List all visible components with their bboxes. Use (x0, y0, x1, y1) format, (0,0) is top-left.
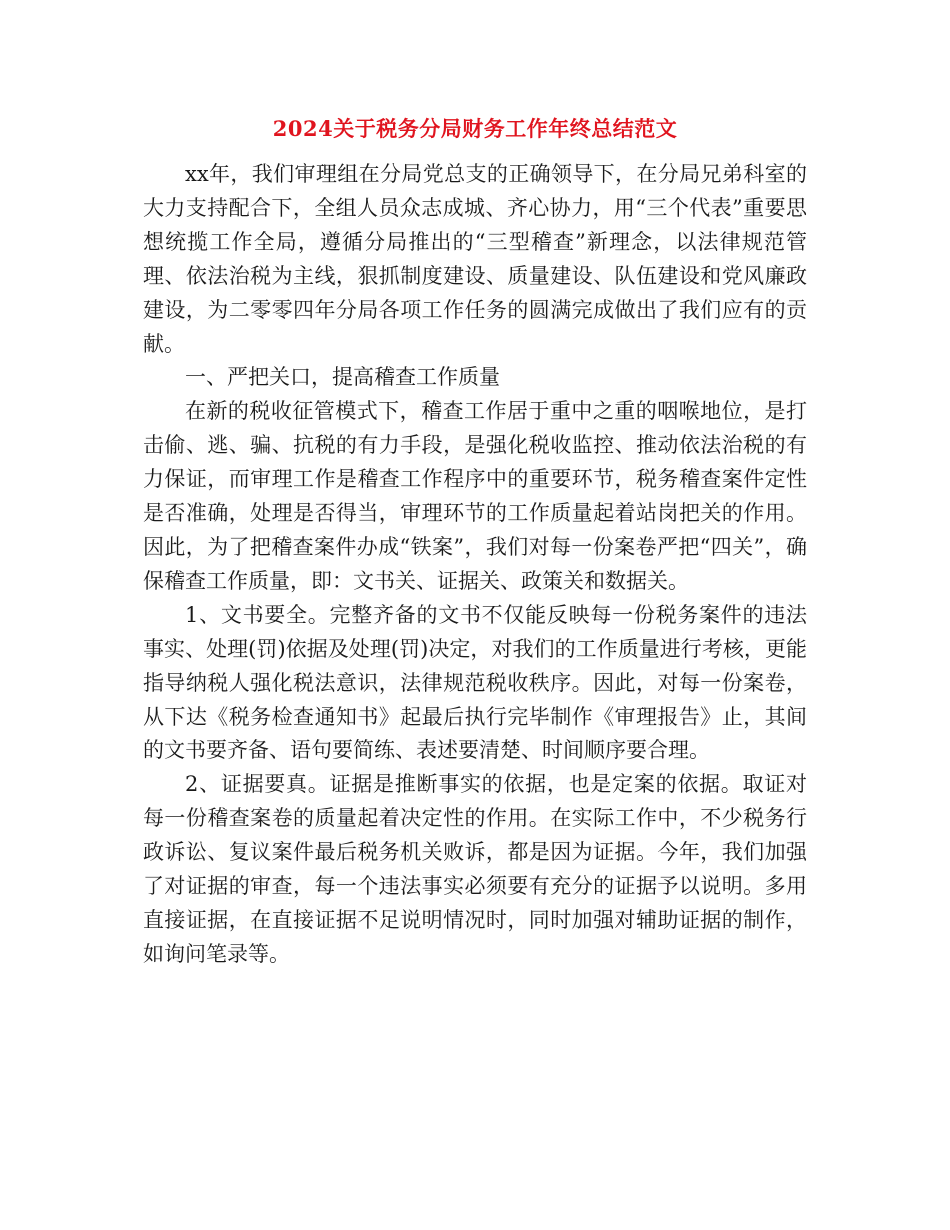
section-1-paragraph: 在新的税收征管模式下，稽查工作居于重中之重的咽喉地位，是打击偷、逃、骗、抗税的有力手段，是强化税收监控、推动依法治税的有力保证，而审理工作是稽查工作程序中的重要环节，税务稽查案件定性是否准确，处理是否得当，审理环节的工作质量起着站岗把关的作用。因此，为了把稽查案件办成“铁案”，我们对每一份案卷严把“四关”，确保稽查工作质量，即：文书关、证据关、政策关和数据关。 (143, 399, 807, 593)
item-1-paragraph: 1、文书要全。完整齐备的文书不仅能反映每一份税务案件的违法事实、处理(罚)依据及处理(罚)决定，对我们的工作质量进行考核，更能指导纳税人强化税法意识，法律规范税收秩序。因此，对每一份案卷，从下达《税务检查通知书》起最后执行完毕制作《审理报告》止，其间的文书要齐备、语句要简练、表述要清楚、时间顺序要合理。 (143, 602, 807, 763)
section-heading-1: 一、严把关口，提高稽查工作质量 (185, 365, 500, 390)
document-body (143, 158, 807, 972)
document-title: 2024关于税务分局财务工作年终总结范文 (272, 116, 678, 141)
intro-paragraph: xx年，我们审理组在分局党总支的正确领导下，在分局兄弟科室的大力支持配合下，全组人员众志成城、齐心协力，用“三个代表”重要思想统揽工作全局，遵循分局推出的“三型稽查”新理念，以法律规范管理、依法治税为主线，狠抓制度建设、质量建设、队伍建设和党风廉政建设，为二零零四年分局各项工作任务的圆满完成做出了我们应有的贡献。 (143, 162, 807, 356)
item-2-paragraph: 2、证据要真。证据是推断事实的依据，也是定案的依据。取证对每一份稽查案卷的质量起着决定性的作用。在实际工作中，不少税务行政诉讼、复议案件最后税务机关败诉，都是因为证据。今年，我们加强了对证据的审查，每一个违法事实必须要有充分的证据予以说明。多用直接证据，在直接证据不足说明情况时，同时加强对辅助证据的制作，如询问笔录等。 (143, 772, 807, 966)
